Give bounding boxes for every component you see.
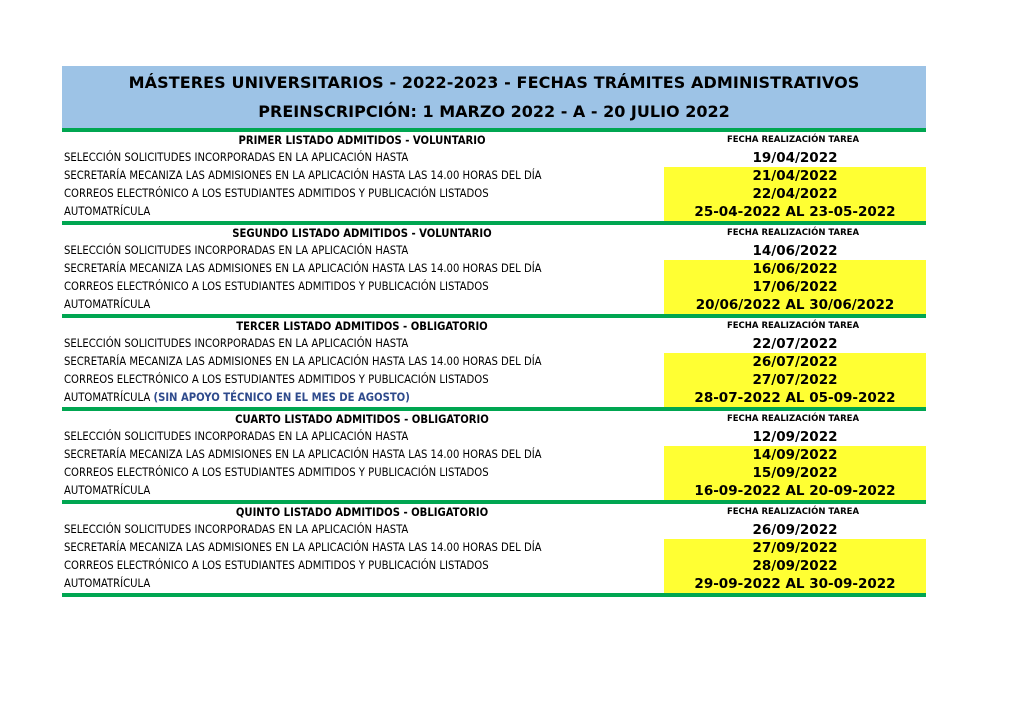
date-column-header: FECHA REALIZACIÓN TAREA bbox=[726, 414, 860, 424]
task-label: CORREOS ELECTRÓNICO A LOS ESTUDIANTES ADMITIDOS Y PUBLICACIÓN LISTADOS bbox=[64, 466, 489, 479]
task-row-secretaria bbox=[62, 353, 926, 371]
task-date: 17/06/2022 bbox=[664, 278, 926, 296]
task-label: SECRETARÍA MECANIZA LAS ADMISIONES EN LA APLICACIÓN HASTA LAS 14.00 HORAS DEL DÍA bbox=[64, 262, 542, 275]
task-row-seleccion bbox=[62, 149, 926, 167]
task-date: 14/09/2022 bbox=[664, 446, 926, 464]
task-date: 27/09/2022 bbox=[664, 539, 926, 557]
section-heading-row bbox=[62, 411, 926, 428]
task-row-secretaria bbox=[62, 446, 926, 464]
automatricula-label: AUTOMATRÍCULA bbox=[64, 484, 151, 497]
task-row-secretaria bbox=[62, 167, 926, 185]
task-label: CORREOS ELECTRÓNICO A LOS ESTUDIANTES ADMITIDOS Y PUBLICACIÓN LISTADOS bbox=[64, 373, 489, 386]
task-date: 26/09/2022 bbox=[752, 522, 838, 538]
task-date: 12/09/2022 bbox=[752, 429, 838, 445]
task-row-automatricula bbox=[62, 389, 926, 407]
task-row-correos bbox=[62, 464, 926, 482]
section-title: SEGUNDO LISTADO ADMITIDOS - VOLUNTARIO bbox=[232, 227, 492, 240]
task-date: 22/04/2022 bbox=[664, 185, 926, 203]
task-label: CORREOS ELECTRÓNICO A LOS ESTUDIANTES ADMITIDOS Y PUBLICACIÓN LISTADOS bbox=[64, 559, 489, 572]
task-date: 22/07/2022 bbox=[752, 336, 838, 352]
task-row-correos bbox=[62, 371, 926, 389]
task-row-automatricula bbox=[62, 203, 926, 221]
automatricula-label: AUTOMATRÍCULA bbox=[64, 577, 151, 590]
section-title: QUINTO LISTADO ADMITIDOS - OBLIGATORIO bbox=[235, 506, 489, 519]
task-label: SECRETARÍA MECANIZA LAS ADMISIONES EN LA APLICACIÓN HASTA LAS 14.00 HORAS DEL DÍA bbox=[64, 169, 542, 182]
task-date-range: 25-04-2022 AL 23-05-2022 bbox=[664, 203, 926, 221]
task-date: 15/09/2022 bbox=[664, 464, 926, 482]
page-title: MÁSTERES UNIVERSITARIOS - 2022-2023 - FECHAS TRÁMITES ADMINISTRATIVOS bbox=[128, 73, 860, 92]
task-row-automatricula bbox=[62, 296, 926, 314]
task-date: 26/07/2022 bbox=[664, 353, 926, 371]
task-label: CORREOS ELECTRÓNICO A LOS ESTUDIANTES ADMITIDOS Y PUBLICACIÓN LISTADOS bbox=[64, 187, 489, 200]
automatricula-label: AUTOMATRÍCULA bbox=[64, 205, 151, 218]
task-date: 14/06/2022 bbox=[752, 243, 838, 259]
task-row-correos bbox=[62, 278, 926, 296]
section-heading-row bbox=[62, 225, 926, 242]
task-date-range: 28-07-2022 AL 05-09-2022 bbox=[664, 389, 926, 407]
section-title: PRIMER LISTADO ADMITIDOS - VOLUNTARIO bbox=[238, 134, 486, 147]
task-label bbox=[62, 575, 664, 593]
task-row-secretaria bbox=[62, 260, 926, 278]
task-date: 27/07/2022 bbox=[664, 371, 926, 389]
listado-section-5 bbox=[62, 504, 926, 597]
task-label: CORREOS ELECTRÓNICO A LOS ESTUDIANTES ADMITIDOS Y PUBLICACIÓN LISTADOS bbox=[64, 280, 489, 293]
task-row-seleccion bbox=[62, 242, 926, 260]
task-date-range: 20/06/2022 AL 30/06/2022 bbox=[664, 296, 926, 314]
listado-section-4 bbox=[62, 411, 926, 504]
task-label bbox=[62, 203, 664, 221]
page-subtitle: PREINSCRIPCIÓN: 1 MARZO 2022 - A - 20 JULIO 2022 bbox=[258, 102, 730, 121]
task-date: 19/04/2022 bbox=[752, 150, 838, 166]
task-label: SELECCIÓN SOLICITUDES INCORPORADAS EN LA APLICACIÓN HASTA bbox=[64, 244, 409, 257]
section-heading-row bbox=[62, 318, 926, 335]
task-label: SECRETARÍA MECANIZA LAS ADMISIONES EN LA APLICACIÓN HASTA LAS 14.00 HORAS DEL DÍA bbox=[64, 355, 542, 368]
task-row-automatricula bbox=[62, 575, 926, 593]
listado-section-2 bbox=[62, 225, 926, 318]
automatricula-note: (SIN APOYO TÉCNICO EN EL MES DE AGOSTO) bbox=[153, 391, 410, 404]
task-date: 21/04/2022 bbox=[664, 167, 926, 185]
task-label bbox=[62, 389, 664, 407]
section-heading-row bbox=[62, 132, 926, 149]
task-label bbox=[62, 296, 664, 314]
date-column-header: FECHA REALIZACIÓN TAREA bbox=[726, 321, 860, 331]
task-date: 16/06/2022 bbox=[664, 260, 926, 278]
task-label: SECRETARÍA MECANIZA LAS ADMISIONES EN LA APLICACIÓN HASTA LAS 14.00 HORAS DEL DÍA bbox=[64, 541, 542, 554]
automatricula-label: AUTOMATRÍCULA bbox=[64, 298, 151, 311]
task-label: SELECCIÓN SOLICITUDES INCORPORADAS EN LA APLICACIÓN HASTA bbox=[64, 151, 409, 164]
task-label: SECRETARÍA MECANIZA LAS ADMISIONES EN LA APLICACIÓN HASTA LAS 14.00 HORAS DEL DÍA bbox=[64, 448, 542, 461]
date-column-header: FECHA REALIZACIÓN TAREA bbox=[726, 507, 860, 517]
document bbox=[62, 66, 926, 597]
task-date-range: 29-09-2022 AL 30-09-2022 bbox=[664, 575, 926, 593]
task-date: 28/09/2022 bbox=[664, 557, 926, 575]
automatricula-label: AUTOMATRÍCULA bbox=[64, 391, 151, 404]
section-heading-row bbox=[62, 504, 926, 521]
header-banner bbox=[62, 66, 926, 132]
task-row-correos bbox=[62, 557, 926, 575]
task-label: SELECCIÓN SOLICITUDES INCORPORADAS EN LA APLICACIÓN HASTA bbox=[64, 337, 409, 350]
date-column-header: FECHA REALIZACIÓN TAREA bbox=[726, 135, 860, 145]
section-title: TERCER LISTADO ADMITIDOS - OBLIGATORIO bbox=[236, 320, 488, 333]
task-label: SELECCIÓN SOLICITUDES INCORPORADAS EN LA APLICACIÓN HASTA bbox=[64, 523, 409, 536]
task-row-seleccion bbox=[62, 428, 926, 446]
date-column-header: FECHA REALIZACIÓN TAREA bbox=[726, 228, 860, 238]
task-label bbox=[62, 482, 664, 500]
task-row-seleccion bbox=[62, 521, 926, 539]
section-title: CUARTO LISTADO ADMITIDOS - OBLIGATORIO bbox=[235, 413, 489, 426]
task-date-range: 16-09-2022 AL 20-09-2022 bbox=[664, 482, 926, 500]
task-row-seleccion bbox=[62, 335, 926, 353]
task-row-correos bbox=[62, 185, 926, 203]
listado-section-1 bbox=[62, 132, 926, 225]
task-row-automatricula bbox=[62, 482, 926, 500]
task-label: SELECCIÓN SOLICITUDES INCORPORADAS EN LA APLICACIÓN HASTA bbox=[64, 430, 409, 443]
listado-section-3 bbox=[62, 318, 926, 411]
task-row-secretaria bbox=[62, 539, 926, 557]
